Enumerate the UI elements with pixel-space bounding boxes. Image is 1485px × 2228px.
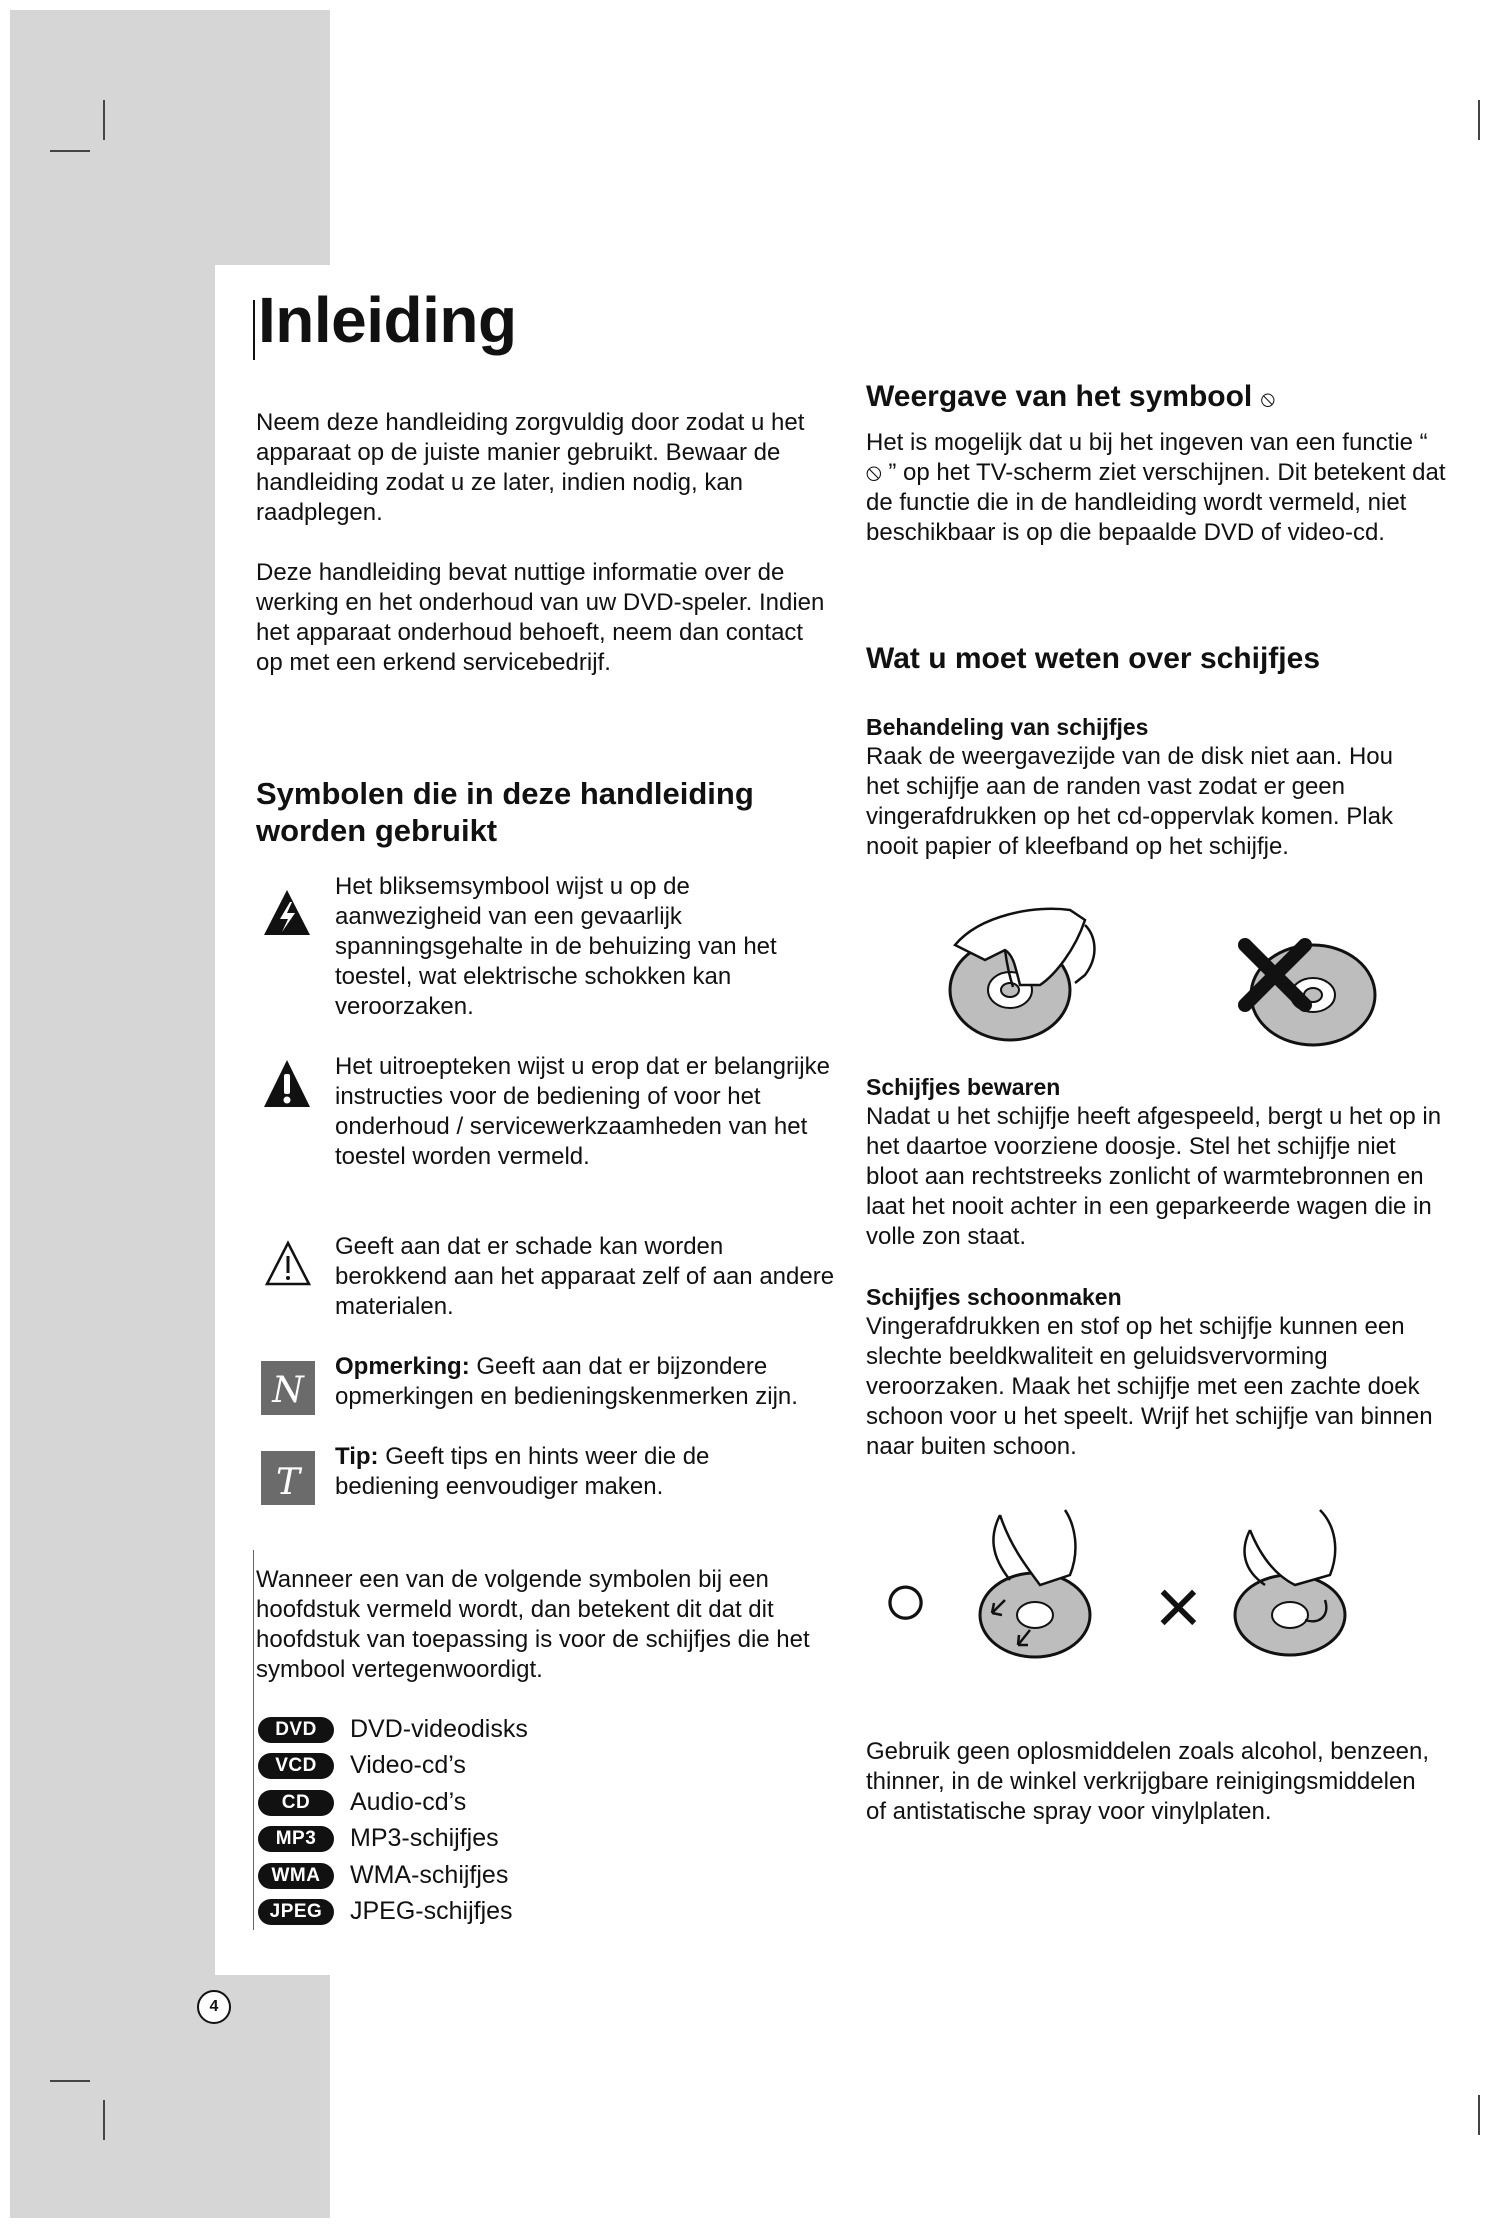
crop-mark (103, 100, 105, 140)
symbol-display-text (866, 428, 1446, 548)
disc-label-wma: WMA-schijfjes (350, 1861, 509, 1889)
handling-heading: Behandeling van schijfjes (866, 714, 1149, 740)
correct-mark-icon: ○ (882, 1555, 930, 1643)
note-label: Opmerking: (335, 1353, 470, 1380)
badge-jpeg: JPEG (258, 1899, 334, 1925)
symbol-text-tip (335, 1442, 775, 1502)
page-margin-bottom (10, 1975, 330, 2218)
symbol-text-note (335, 1352, 835, 1412)
svg-text:N: N (272, 1370, 304, 1411)
crop-mark (50, 150, 90, 152)
symbol-text-lightning: Het bliksemsymbool wijst u op de aanwezigheid van een gevaarlijk spanningsgehalte in de behuizing van het toestel, wat elektrische schokken kan veroorzaken. (335, 873, 777, 1020)
chapter-symbols-note: Wanneer een van de volgende symbolen bij een hoofdstuk vermeld wordt, dan betekent dit dat dit hoofdstuk van toepassing is voor de schijfjes die het symbool vertegenwoordigt. (256, 1566, 810, 1683)
lightning-warning-icon (262, 888, 312, 938)
note-description: Geeft aan dat er bijzondere opmerkingen en bedieningskenmerken zijn. (335, 1353, 798, 1410)
prohibited-inline-icon: ⦸ (866, 459, 882, 486)
intro-paragraph-1: Neem deze handleiding zorgvuldig door zodat u het apparaat op de juiste manier gebruikt. Bewaar de handleiding zodat u ze later, indien nodig, kan raadplegen. (256, 409, 805, 526)
tip-description: Geeft tips en hints weer die de bediening eenvoudiger maken. (335, 1443, 710, 1500)
page-title: Inleiding (258, 284, 517, 356)
wrong-mark-icon: × (1155, 1562, 1202, 1651)
storing-text: Nadat u het schijfje heeft afgespeeld, bergt u het op in het daartoe voorziene doosje. Stel het schijfje niet bloot aan rechtstreeks zonlicht of warmtebronnen en laat het nooit achter in een geparkeerde wagen die in volle zon staat. (866, 1103, 1442, 1250)
exclamation-warning-icon (262, 1058, 312, 1110)
disc-wrong-touch-illustration (1235, 935, 1385, 1050)
page-margin-top (10, 10, 330, 265)
symbol-text-caution: Geeft aan dat er schade kan worden berokkend aan het apparaat zelf of aan andere materialen. (335, 1233, 835, 1320)
cleaning-heading: Schijfjes schoonmaken (866, 1284, 1122, 1310)
solvent-warning-text: Gebruik geen oplosmiddelen zoals alcohol, benzeen, thinner, in de winkel verkrijgbare reinigingsmiddelen of antistatische spray voor vinylplaten. (866, 1738, 1430, 1825)
badge-wma: WMA (258, 1863, 334, 1889)
column-rule (253, 1550, 254, 1930)
symbol-display-text-b: ” op het TV-scherm ziet verschijnen. Dit betekent dat de functie die in de handleiding wordt vermeld, niet beschikbaar is op die bepaalde DVD of video-cd. (866, 459, 1446, 546)
page-number: 4 (197, 1990, 231, 2024)
note-icon (260, 1360, 316, 1416)
symbol-text-exclamation: Het uitroepteken wijst u erop dat er belangrijke instructies voor de bediening of voor het onderhoud / servicewerkzaamheden van het toestel worden vermeld. (335, 1053, 830, 1170)
crop-mark (1478, 100, 1480, 140)
crop-mark (1478, 2095, 1480, 2135)
handling-text: Raak de weergavezijde van de disk niet aan. Hou het schijfje aan de randen vast zodat er geen vingerafdrukken op het cd-oppervlak komen. Plak nooit papier of kleefband op het schijfje. (866, 743, 1393, 860)
badge-dvd: DVD (258, 1717, 334, 1743)
svg-text:T: T (275, 1462, 301, 1503)
caution-outline-icon (264, 1240, 312, 1288)
page-margin-left (10, 265, 215, 1975)
badge-mp3: MP3 (258, 1826, 334, 1852)
prohibited-icon: ⦸ (1260, 386, 1275, 411)
tip-label: Tip: (335, 1443, 379, 1470)
disc-label-jpeg: JPEG-schijfjes (350, 1897, 513, 1925)
title-rule (253, 300, 255, 360)
storing-heading: Schijfjes bewaren (866, 1074, 1061, 1100)
disc-label-vcd: Video-cd’s (350, 1751, 466, 1779)
symbol-display-heading-text: Weergave van het symbool (866, 380, 1253, 413)
disc-cleaning-wrong-illustration (1225, 1500, 1365, 1660)
crop-mark (103, 2100, 105, 2140)
intro-paragraph-2: Deze handleiding bevat nuttige informatie over de werking en het onderhoud van uw DVD-speler. Indien het apparaat onderhoud behoeft, neem dan contact op met een erkend servicebedrijf. (256, 559, 825, 676)
symbols-heading: Symbolen die in deze handleiding worden gebruikt (256, 776, 754, 848)
discs-heading: Wat u moet weten over schijfjes (866, 642, 1320, 675)
crop-mark (50, 2080, 90, 2082)
symbol-display-text-a: Het is mogelijk dat u bij het ingeven van een functie “ (866, 429, 1428, 456)
disc-cleaning-correct-illustration (970, 1505, 1110, 1665)
badge-cd: CD (258, 1790, 334, 1816)
cleaning-text: Vingerafdrukken en stof op het schijfje kunnen een slechte beeldkwaliteit en geluidsvervorming veroorzaken. Maak het schijfje met een zachte doek schoon voor u het speelt. Wrijf het schijfje van binnen naar buiten schoon. (866, 1313, 1433, 1460)
disc-label-dvd: DVD-videodisks (350, 1715, 528, 1743)
tip-icon (260, 1450, 316, 1506)
disc-label-mp3: MP3-schijfjes (350, 1824, 499, 1852)
symbol-display-heading (866, 378, 1426, 417)
disc-correct-hold-illustration (935, 905, 1115, 1045)
disc-label-cd: Audio-cd’s (350, 1788, 467, 1816)
badge-vcd: VCD (258, 1753, 334, 1779)
